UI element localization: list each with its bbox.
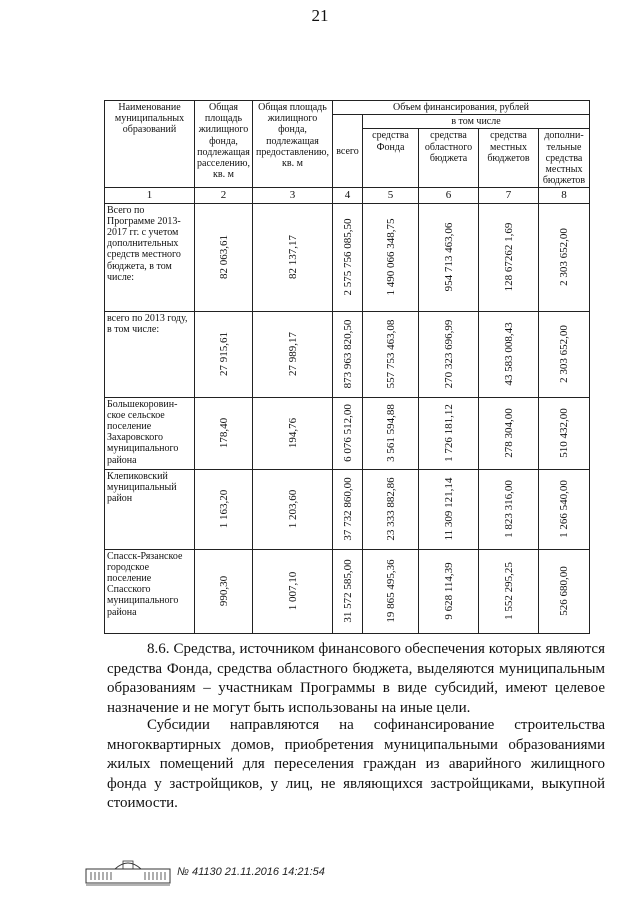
cell-total: 6 076 512,00 xyxy=(341,404,354,462)
stamp-registration: № 41130 21.11.2016 14:21:54 xyxy=(177,866,325,878)
registry-seal-icon xyxy=(85,857,171,887)
header-area-housing: Общая площадь жилищного фонда, подлежащая расселению, кв. м xyxy=(195,101,253,188)
cell-fund: 3 561 594,88 xyxy=(384,404,397,462)
paragraph-subsidies-purpose xyxy=(107,640,605,718)
table-row xyxy=(105,203,590,311)
row-name: Клепиковский муниципальный район xyxy=(105,469,195,549)
header-fund: средства Фонда xyxy=(363,129,419,188)
cell-additional: 1 266 540,00 xyxy=(557,480,570,538)
cell-area-provided: 1 203,60 xyxy=(286,489,299,529)
column-number: 3 xyxy=(253,188,333,203)
header-name: Наименование муниципальных образований xyxy=(105,101,195,188)
paragraph-text: 8.6. Средства, источником финансового обеспечения которых являются средства Фонда, средства областного бюджета, выделяются муниципальным образованиям – участникам Программы в виде субсидий, имеют целевое назначение и не могут быть использованы на иные цели. xyxy=(107,641,605,716)
cell-local: 1 823 316,00 xyxy=(502,480,515,538)
column-numbers-row xyxy=(105,188,590,203)
header-financing: Объем финансирования, рублей xyxy=(333,101,590,115)
row-name: Спасск-Рязанское городское поселение Спасского муниципального района xyxy=(105,549,195,633)
cell-local: 1 552 295,25 xyxy=(502,562,515,620)
row-name: Большекоровин-ское сельское поселение Захаровского муниципального района xyxy=(105,397,195,469)
header-total: всего xyxy=(333,115,363,188)
header-additional: дополни-тельные средства местных бюджетов xyxy=(539,129,590,188)
table-row xyxy=(105,549,590,633)
cell-local: 128 67262 1,69 xyxy=(502,222,515,292)
cell-regional: 11 309 121,14 xyxy=(442,477,455,541)
cell-regional: 954 713 463,06 xyxy=(442,222,455,292)
paragraph-subsidies-direction xyxy=(107,716,605,814)
column-number: 7 xyxy=(479,188,539,203)
cell-area-provided: 82 137,17 xyxy=(286,235,299,280)
cell-local: 43 583 008,43 xyxy=(502,322,515,386)
column-number: 6 xyxy=(419,188,479,203)
header-including: в том числе xyxy=(363,115,590,129)
paragraph-text: Субсидии направляются на софинансирование строительства многоквартирных домов, приобретения муниципальными образованиями жилых помещений для переселения граждан из аварийного жилищного фонда у застройщиков, у лиц, не являющихся застройщиками, выкупной стоимости. xyxy=(107,717,605,811)
column-number: 5 xyxy=(363,188,419,203)
footer-stamp xyxy=(85,857,327,887)
column-number: 1 xyxy=(105,188,195,203)
header-regional: средства областного бюджета xyxy=(419,129,479,188)
row-name: Всего по Программе 2013-2017 гг. с учетом дополнительных средств местного бюджета, в том числе: xyxy=(105,203,195,311)
cell-area-housing: 1 163,20 xyxy=(217,489,230,529)
cell-area-provided: 194,76 xyxy=(286,418,299,449)
table-row xyxy=(105,469,590,549)
header-local: средства местных бюджетов xyxy=(479,129,539,188)
cell-additional: 526 680,00 xyxy=(557,566,570,616)
cell-additional: 2 303 652,00 xyxy=(557,228,570,286)
cell-fund: 23 333 882,86 xyxy=(384,477,397,541)
column-number: 2 xyxy=(195,188,253,203)
table-row xyxy=(105,311,590,397)
cell-total: 2 575 756 085,50 xyxy=(341,218,354,296)
cell-total: 37 732 860,00 xyxy=(341,477,354,541)
table-row xyxy=(105,397,590,469)
cell-fund: 19 865 495,36 xyxy=(384,559,397,623)
cell-additional: 2 303 652,00 xyxy=(557,325,570,383)
cell-total: 873 963 820,50 xyxy=(341,319,354,389)
cell-fund: 557 753 463,08 xyxy=(384,319,397,389)
cell-fund: 1 490 066 348,75 xyxy=(384,218,397,296)
cell-regional: 270 323 696,99 xyxy=(442,319,455,389)
page-number: 21 xyxy=(311,6,329,25)
cell-regional: 1 726 181,12 xyxy=(442,404,455,462)
column-number: 8 xyxy=(539,188,590,203)
cell-area-provided: 27 989,17 xyxy=(286,332,299,377)
financing-table xyxy=(104,100,590,634)
cell-total: 31 572 585,00 xyxy=(341,559,354,623)
cell-area-housing: 990,30 xyxy=(217,576,230,607)
row-name: всего по 2013 году, в том числе: xyxy=(105,311,195,397)
cell-additional: 510 432,00 xyxy=(557,408,570,458)
cell-area-housing: 82 063,61 xyxy=(217,235,230,280)
cell-area-housing: 27 915,61 xyxy=(217,332,230,377)
cell-area-housing: 178,40 xyxy=(217,418,230,449)
cell-regional: 9 628 114,39 xyxy=(442,562,455,620)
column-number: 4 xyxy=(333,188,363,203)
header-area-provided: Общая площадь жилищного фонда, подлежащая предоставлению, кв. м xyxy=(253,101,333,188)
cell-local: 278 304,00 xyxy=(502,408,515,458)
cell-area-provided: 1 007,10 xyxy=(286,571,299,611)
